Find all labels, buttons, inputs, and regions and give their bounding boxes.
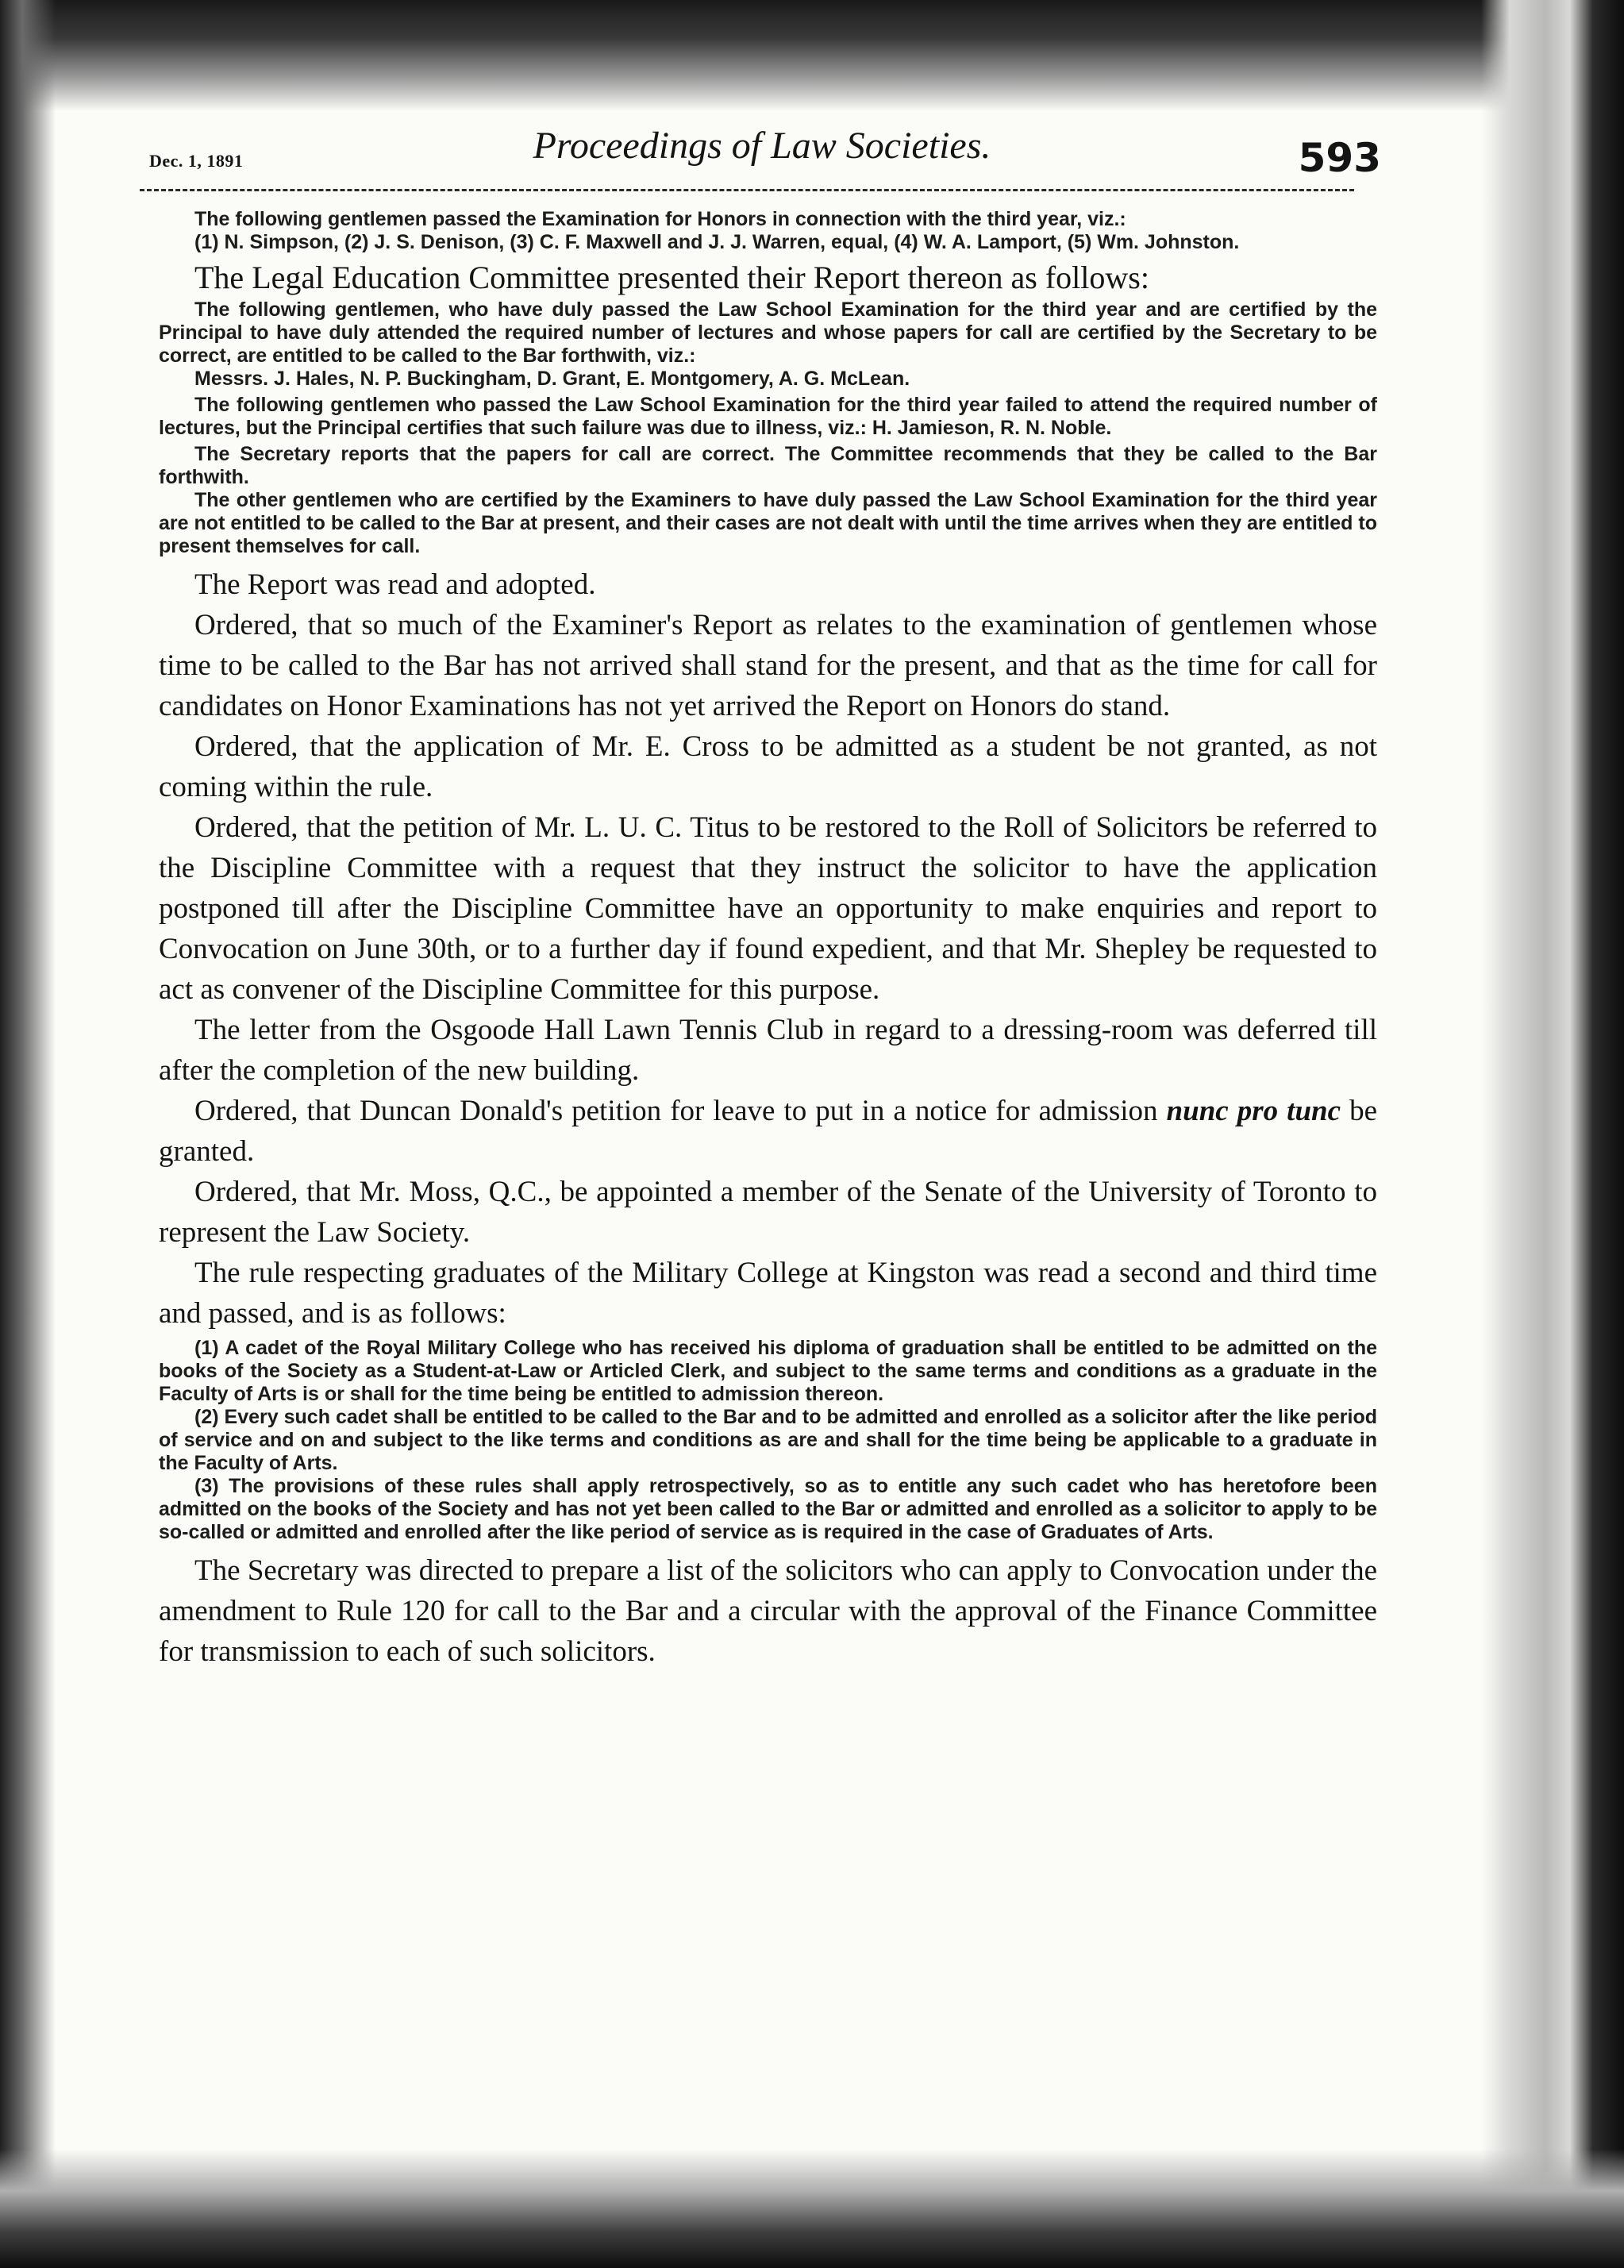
report-illness-paragraph: The following gentlemen who passed the Law School Examination for the third year failed to attend the required number of lectures, but the Principal certifies that such failure was due to illness, viz.: H. Jamieson, R. N. Noble. (159, 394, 1377, 439)
order-titus-petition: Ordered, that the petition of Mr. L. U. C. Titus to be restored to the Roll of Solicitors be referred to the Discipline Committee with a request that they instruct the solicitor to have the application postponed till after the Discipline Committee have an opportunity to make enquiries and report to Convocation on June 30th, or to a further day if found expedient, and that Mr. Shepley be requested to act as convener of the Discipline Committee for this purpose. (159, 811, 1377, 1006)
report-call-paragraph: The following gentlemen, who have duly passed the Law School Examination for the third year and are certified by the Principal to have duly attended the required number of lectures and whose papers for call are certified by the Secretary to be correct, are entitled to be called to the Bar forthwith, viz.: (159, 298, 1377, 367)
page-body (159, 208, 1377, 1672)
scan-edge-left (0, 0, 56, 2268)
tennis-club-letter: The letter from the Osgoode Hall Lawn Tennis Club in regard to a dressing-room was deferred till after the completion of the new building. (159, 1014, 1377, 1087)
order-cross-application: Ordered, that the application of Mr. E. Cross to be admitted as a student be not granted, as not coming within the rule. (159, 730, 1377, 803)
donald-petition-latin: nunc pro tunc (1166, 1095, 1341, 1127)
header-title: Proceedings of Law Societies. (533, 125, 991, 167)
report-call-names: Messrs. J. Hales, N. P. Buckingham, D. Grant, E. Montgomery, A. G. McLean. (194, 368, 910, 390)
page-header (143, 119, 1381, 183)
header-rule (140, 189, 1354, 191)
honors-list: (1) N. Simpson, (2) J. S. Denison, (3) C. F. Maxwell and J. J. Warren, equal, (4) W. A. Lamport, (5) Wm. Johnston. (194, 231, 1240, 253)
scan-edge-top (0, 0, 1624, 111)
rule-clause-1: (1) A cadet of the Royal Military College who has received his diploma of graduation shall be entitled to be admitted on the books of the Society as a Student-at-Law or Articled Clerk, and subject to the same terms and conditions as a graduate in the Faculty of Arts is or shall for the time being be entitled to admission thereon. (159, 1337, 1377, 1405)
scan-edge-bottom (0, 2149, 1624, 2268)
rule-clause-3: (3) The provisions of these rules shall apply retrospectively, so as to entitle any such cadet who has heretofore been admitted on the books of the Society and has not yet been called to the Bar or admitted and enrolled as a solicitor to apply to be so-called or admitted and enrolled after the like period of service as is required in the case of Graduates of Arts. (159, 1475, 1377, 1543)
military-college-rule-intro: The rule respecting graduates of the Military College at Kingston was read a second and third time and passed, and is as follows: (159, 1257, 1377, 1330)
donald-petition-text: Ordered, that Duncan Donald's petition for leave to put in a notice for admission (194, 1095, 1167, 1127)
report-other-gentlemen-paragraph: The other gentlemen who are certified by the Examiners to have duly passed the Law School Examination for the third year are not entitled to be called to the Bar at present, and their cases are not dealt with until the time arrives when they are entitled to present themselves for call. (159, 489, 1377, 557)
secretary-directed-paragraph: The Secretary was directed to prepare a list of the solicitors who can apply to Convocation under the amendment to Rule 120 for call to the Bar and a circular with the approval of the Finance Committee for transmission to each of such solicitors. (159, 1554, 1377, 1668)
committee-report-heading: The Legal Education Committee presented their Report thereon as follows: (194, 260, 1149, 295)
donald-petition-end: be granted. (159, 1095, 1377, 1168)
rule-clause-2: (2) Every such cadet shall be entitled to be called to the Bar and to be admitted and enrolled as a solicitor after the like period of service and on and subject to the like terms and conditions as are and shall for the time being be applicable to a graduate in the Faculty of Arts. (159, 1406, 1377, 1474)
report-adopted: The Report was read and adopted. (194, 568, 596, 601)
order-moss-appointment: Ordered, that Mr. Moss, Q.C., be appointed a member of the Senate of the University of Toronto to represent the Law Society. (159, 1176, 1377, 1249)
page-number: 593 (1298, 135, 1381, 181)
header-date: Dec. 1, 1891 (149, 151, 244, 171)
honors-intro: The following gentlemen passed the Examination for Honors in connection with the third year, viz.: (194, 208, 1126, 230)
scan-edge-right (1481, 0, 1624, 2268)
order-donald-petition (159, 1091, 1377, 1172)
order-examiners-report: Ordered, that so much of the Examiner's Report as relates to the examination of gentlemen whose time to be called to the Bar has not arrived shall stand for the present, and that as the time for call for candidates on Honor Examinations has not yet arrived the Report on Honors do stand. (159, 609, 1377, 722)
report-secretary-paragraph: The Secretary reports that the papers for call are correct. The Committee recommends that they be called to the Bar forthwith. (159, 443, 1377, 488)
